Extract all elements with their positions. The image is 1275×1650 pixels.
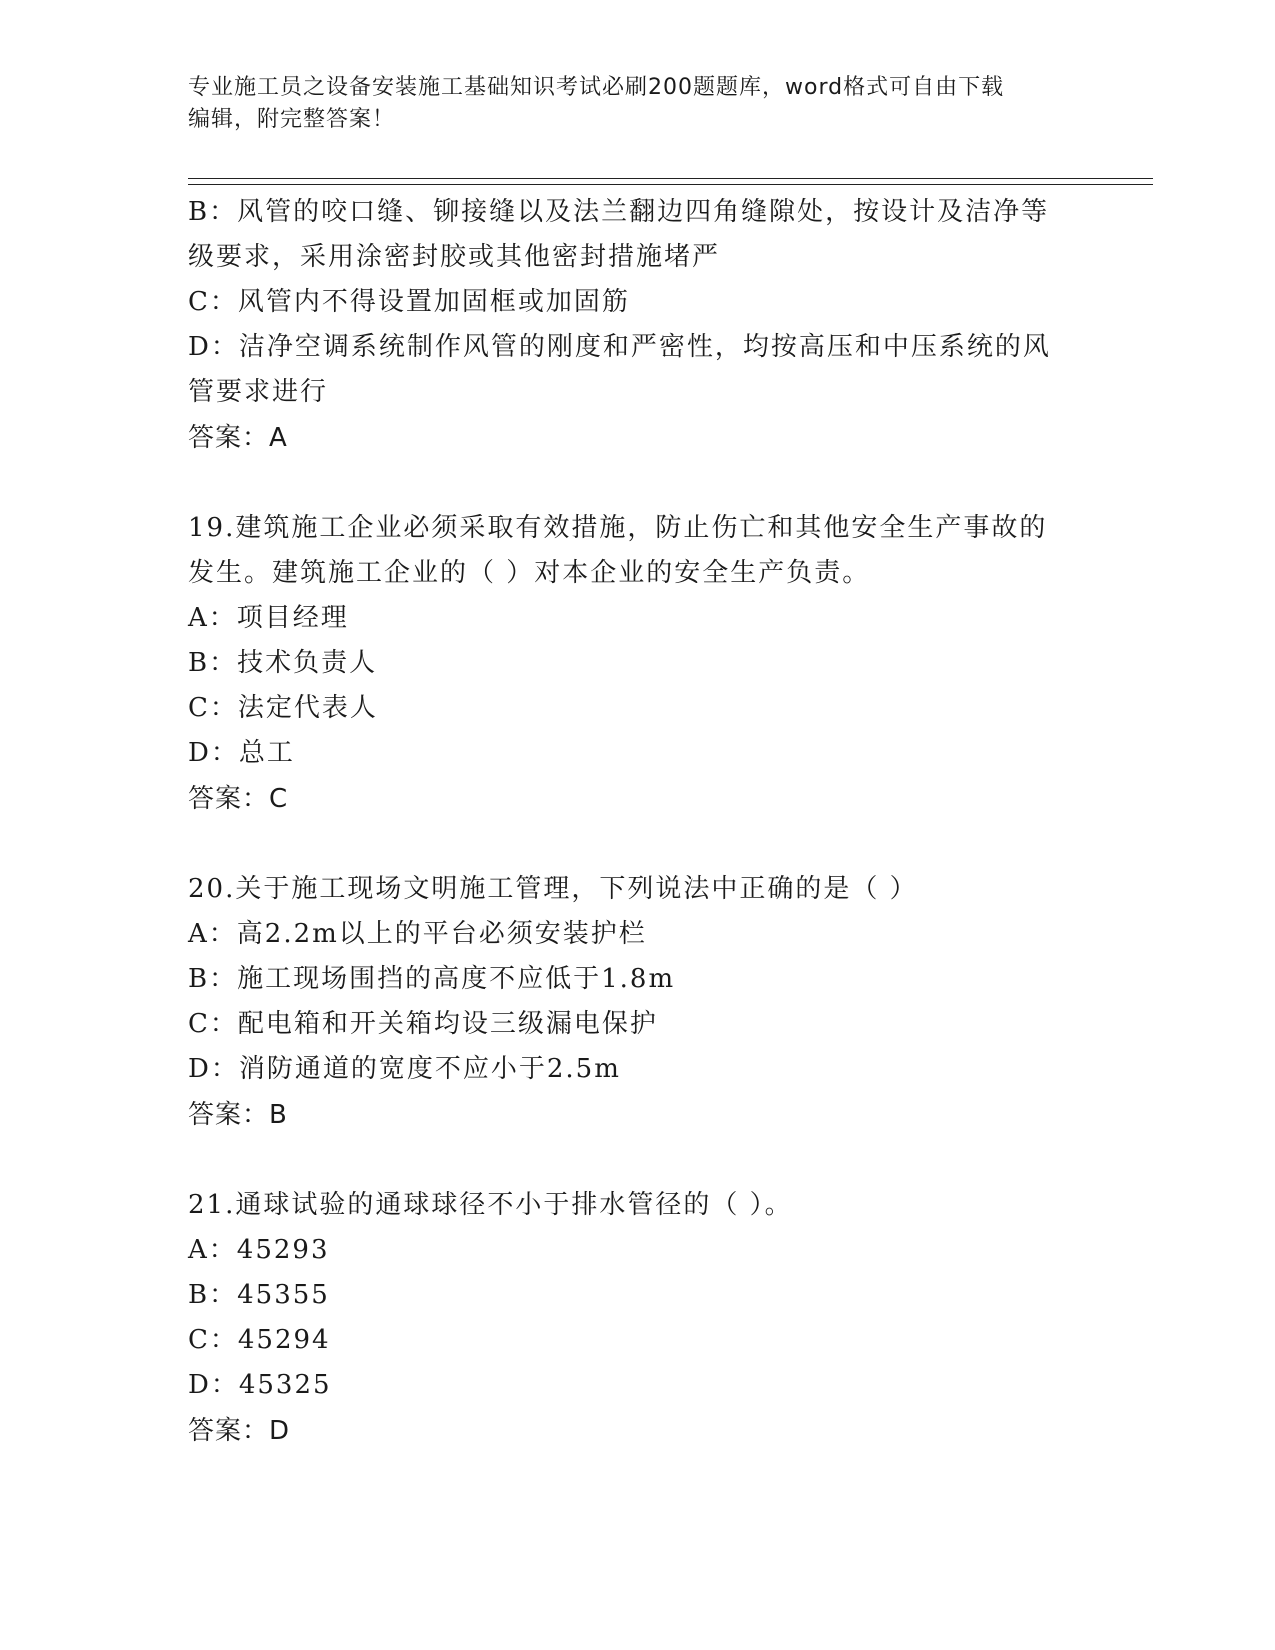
spacer: [188, 1138, 1088, 1183]
header-title-line1: 专业施工员之设备安装施工基础知识考试必刷200题题库，word格式可自由下载: [188, 75, 1005, 100]
answer-21: 答案：D: [188, 1416, 291, 1446]
option-b: B：45355: [188, 1280, 330, 1310]
question-20: [188, 867, 1088, 1138]
option-a: A：高2.2m以上的平台必须安装护栏: [188, 919, 647, 949]
answer-20: 答案：B: [188, 1100, 288, 1130]
document-body: [188, 190, 1088, 1454]
option-d: D：总工: [188, 738, 295, 768]
option-c: C：法定代表人: [188, 693, 378, 723]
question-20-text: 20.关于施工现场文明施工管理，下列说法中正确的是（ ）: [188, 874, 918, 904]
option-b: B：技术负责人: [188, 648, 378, 678]
answer-18: 答案：A: [188, 423, 288, 453]
document-header: [188, 72, 1088, 136]
option-b-line1: B：风管的咬口缝、铆接缝以及法兰翻边四角缝隙处，按设计及洁净等: [188, 197, 1050, 227]
option-c: C：配电箱和开关箱均设三级漏电保护: [188, 1009, 658, 1039]
option-d-line2: 管要求进行: [188, 377, 329, 407]
header-title-line2: 编辑，附完整答案！: [188, 107, 396, 132]
question-19-text-line2: 发生。建筑施工企业的（ ）对本企业的安全生产负责。: [188, 558, 871, 588]
header-divider-top: [188, 178, 1153, 179]
option-a: A：项目经理: [188, 603, 349, 633]
question-21-text: 21.通球试验的通球球径不小于排水管径的（ ）。: [188, 1190, 793, 1220]
answer-19: 答案：C: [188, 784, 289, 814]
question-19-text-line1: 19.建筑施工企业必须采取有效措施，防止伤亡和其他安全生产事故的: [188, 513, 1048, 543]
option-b: B：施工现场围挡的高度不应低于1.8m: [188, 964, 676, 994]
option-c: C：45294: [188, 1325, 331, 1355]
option-d: D：消防通道的宽度不应小于2.5m: [188, 1054, 621, 1084]
spacer: [188, 461, 1088, 506]
option-a: A：45293: [188, 1235, 330, 1265]
question-18-continued: [188, 190, 1088, 461]
header-divider-bottom: [188, 184, 1153, 185]
option-d: D：45325: [188, 1370, 332, 1400]
option-b-line2: 级要求，采用涂密封胶或其他密封措施堵严: [188, 242, 721, 272]
question-21: [188, 1183, 1088, 1454]
option-c: C：风管内不得设置加固框或加固筋: [188, 287, 630, 317]
question-19: [188, 506, 1088, 822]
spacer: [188, 822, 1088, 867]
option-d-line1: D：洁净空调系统制作风管的刚度和严密性，均按高压和中压系统的风: [188, 332, 1051, 362]
